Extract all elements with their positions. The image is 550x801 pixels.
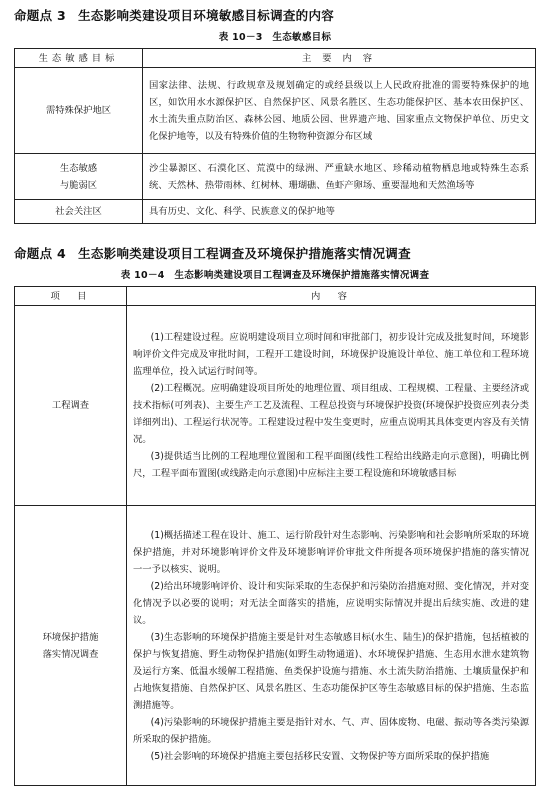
table1-header-content: 主 要 内 容 [143,49,536,68]
table-row [15,154,536,200]
table2-header-item: 项 目 [15,287,127,306]
section3-number: 命题点 3 [14,8,67,23]
table-row [15,306,536,506]
row-content [127,306,536,506]
content-paragraph: (2)给出环境影响评价、设计和实际采取的生态保护和污染防治措施对照、变化情况，并对变化情况予以必要的说明；对无法全面落实的措施，应说明实际情况并提出后续实施、改进的建议。 [133,580,529,626]
table2-header-content: 内 容 [127,287,536,306]
row-label: 工程调查 [15,306,127,506]
content-paragraph: (3)生态影响的环境保护措施主要是针对生态敏感目标(水生、陆生)的保护措施，包括植被的保护与恢复措施、野生动物保护措施(如野生动物通道)、水环境保护措施、生态用水泄水建筑物及运行方案、低温水缓解工程措施、鱼类保护设施与措施、水土流失防治措施、土壤质量保护和占地恢复措施、自然保护区、风景名胜区、生态功能保护区等生态敏感目标的保护措施、生态监测措施等。 [133,631,529,711]
engineering-survey-table [14,286,539,786]
content-paragraph: (2)工程概况。应明确建设项目所处的地理位置、项目组成、工程规模、工程量、主要经济或技术指标(可列表)、主要生产工艺及流程、工程总投资与环境保护投资(环境保护投资应列表分类详细列出)、工程运行状况等。工程建设过程中发生变更时，应重点说明其具体变更内容及有关情况。 [133,383,529,445]
table1-header-row [15,49,536,68]
row-content: 国家法律、法规、行政规章及规划确定的或经县级以上人民政府批准的需要特殊保护的地区，如饮用水水源保护区、自然保护区、风景名胜区、生态功能保护区、基本农田保护区、水土流失重点防治区、森林公园、地质公园、世界遗产地、国家重点文物保护单位、历史文化保护地等，以及有特殊价值的生物物种资源分布区域 [143,68,536,154]
table1-header-target: 生态敏感目标 [15,49,143,68]
table-row [15,506,536,786]
content-paragraph: (1)概括描述工程在设计、施工、运行阶段针对生态影响、污染影响和社会影响所采取的环境保护措施，并对环境影响评价文件及环境影响评价审批文件所提各项环境保护措施的落实情况 一一予以核实、说明。 [133,529,539,575]
row-label: 环境保护措施 落实情况调查 [15,506,127,786]
row-label: 社会关注区 [15,200,143,224]
row-content: 具有历史、文化、科学、民族意义的保护地等 [143,200,536,224]
section3-title: 生态影响类建设项目环境敏感目标调查的内容 [78,8,335,23]
row-content [127,506,539,786]
table-row [15,68,536,154]
sensitive-targets-table [14,48,536,224]
section4-number: 命题点 4 [14,246,67,261]
row-label: 需特殊保护地区 [15,68,143,154]
row-content: 沙尘暴源区、石漠化区、荒漠中的绿洲、严重缺水地区、珍稀动植物栖息地或特殊生态系统、天然林、热带雨林、红树林、珊瑚礁、鱼虾产卵场、重要湿地和天然渔场等 [143,154,536,200]
content-paragraph: (5)社会影响的环境保护措施主要包括移民安置、文物保护等方面所采取的保护措施 [150,750,490,762]
section4-title: 生态影响类建设项目工程调查及环境保护措施落实情况调查 [78,246,411,261]
section3-heading [14,6,334,24]
section4-heading [14,244,411,262]
table1-caption: 表 10－3 生态敏感目标 [218,32,332,43]
row-label: 生态敏感 与脆弱区 [15,154,143,200]
table2-header-row [15,287,536,306]
table-row [15,200,536,224]
content-paragraph: (4)污染影响的环境保护措施主要是指针对水、气、声、固体废物、电磁、振动等各类污染源所采取的保护措施。 [133,716,529,745]
content-paragraph: (3)提供适当比例的工程地理位置图和工程平面图(线性工程给出线路走向示意图)，明确比例尺，工程平面布置图(或线路走向示意图)中应标注主要工程设施和环境敏感目标 [133,451,529,479]
table2-caption: 表 10－4 生态影响类建设项目工程调查及环境保护措施落实情况调查 [120,270,430,281]
content-paragraph: (1)工程建设过程。应说明建设项目立项时间和审批部门，初步设计完成及批复时间，环境影响评价文件完成及审批时间，工程开工建设时间，环境保护设施设计单位、施工单位和工程环境监理单位，投入试运行时间等。 [133,332,529,377]
